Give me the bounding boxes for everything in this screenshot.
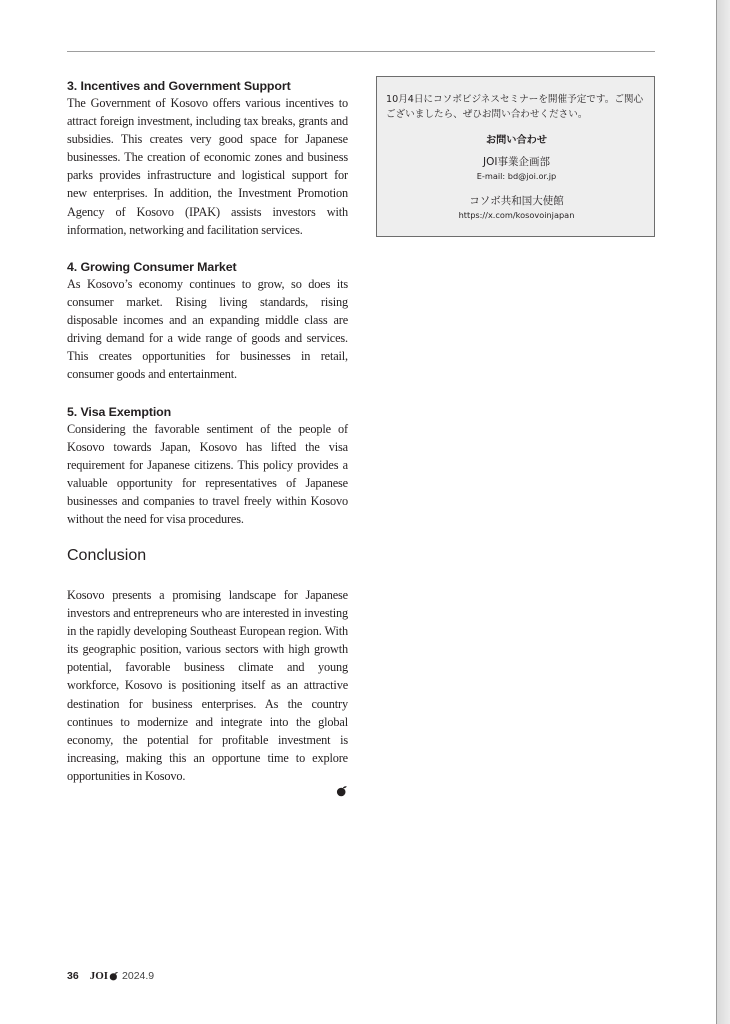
section-body: The Government of Kosovo offers various incentives to attract foreign investment, including tax breaks, grants and subsidies. This creates very good space for Japanese businesses. The creation of economic zones and business parks provides infrastructure and logistical support for new enterprises. In addition, the Investment Promotion Agency of Kosovo (IPAK) assists investors with information, networking and facilitation services. bbox=[67, 96, 348, 237]
embassy-url[interactable]: https://x.com/kosovoinjapan bbox=[458, 210, 575, 220]
conclusion-block bbox=[67, 586, 348, 785]
top-rule bbox=[67, 51, 655, 52]
contact-heading: お問い合わせ bbox=[485, 135, 548, 146]
joi-end-mark-icon bbox=[336, 785, 348, 797]
page-footer bbox=[67, 968, 154, 984]
section-visa-exemption bbox=[67, 404, 348, 529]
page-shadow bbox=[717, 0, 730, 1024]
seminar-announcement: 10月4日にコソボビジネスセミナーを開催予定です。ご関心ございましたら、ぜひお問い合わせください。 bbox=[386, 94, 644, 120]
conclusion-body: Kosovo presents a promising landscape for Japanese investors and entrepreneurs who are interested in investing in the rapidly developing Southeast European region. With its geographic position, various sectors with high growth potential, favorable business climate and young workforce, Kosovo is positioning itself as an attractive destination for business enterprises. As the country continues to modernize and integrate into the global economy, the potential for profitable investment is increasing, making this an opportune time to explore opportunities in Kosovo. bbox=[67, 588, 348, 783]
issue-date: 2024.9 bbox=[122, 970, 155, 982]
contact-email[interactable]: E-mail: bd@joi.or.jp bbox=[476, 171, 557, 181]
embassy-name: コソボ共和国大使館 bbox=[469, 195, 564, 207]
section-title: 3. Incentives and Government Support bbox=[67, 79, 291, 93]
section-consumer-market bbox=[67, 259, 348, 384]
section-incentives bbox=[67, 78, 348, 239]
section-body: Considering the favorable sentiment of the people of Kosovo towards Japan, Kosovo has lifted the visa requirement for Japanese citizens. This policy provides a valuable opportunity for representatives of Japanese businesses and companies to travel freely within Kosovo without the need for visa procedures. bbox=[67, 422, 348, 527]
section-body: As Kosovo’s economy continues to grow, so does its consumer market. Rising living standards, rising disposable incomes and an expanding middle class are driving demand for a wide range of goods and services. This creates opportunities for businesses in retail, consumer goods and entertainment. bbox=[67, 277, 348, 382]
conclusion-title: Conclusion bbox=[67, 547, 147, 564]
footer-brand: JOI bbox=[89, 970, 109, 982]
conclusion-heading-block bbox=[67, 546, 348, 566]
seminar-info-box bbox=[376, 76, 655, 237]
section-title: 4. Growing Consumer Market bbox=[67, 260, 237, 274]
contact-department: JOI事業企画部 bbox=[483, 156, 550, 168]
section-title: 5. Visa Exemption bbox=[67, 405, 172, 419]
joi-logo-mark-icon bbox=[109, 971, 119, 981]
page-number: 36 bbox=[67, 970, 79, 982]
